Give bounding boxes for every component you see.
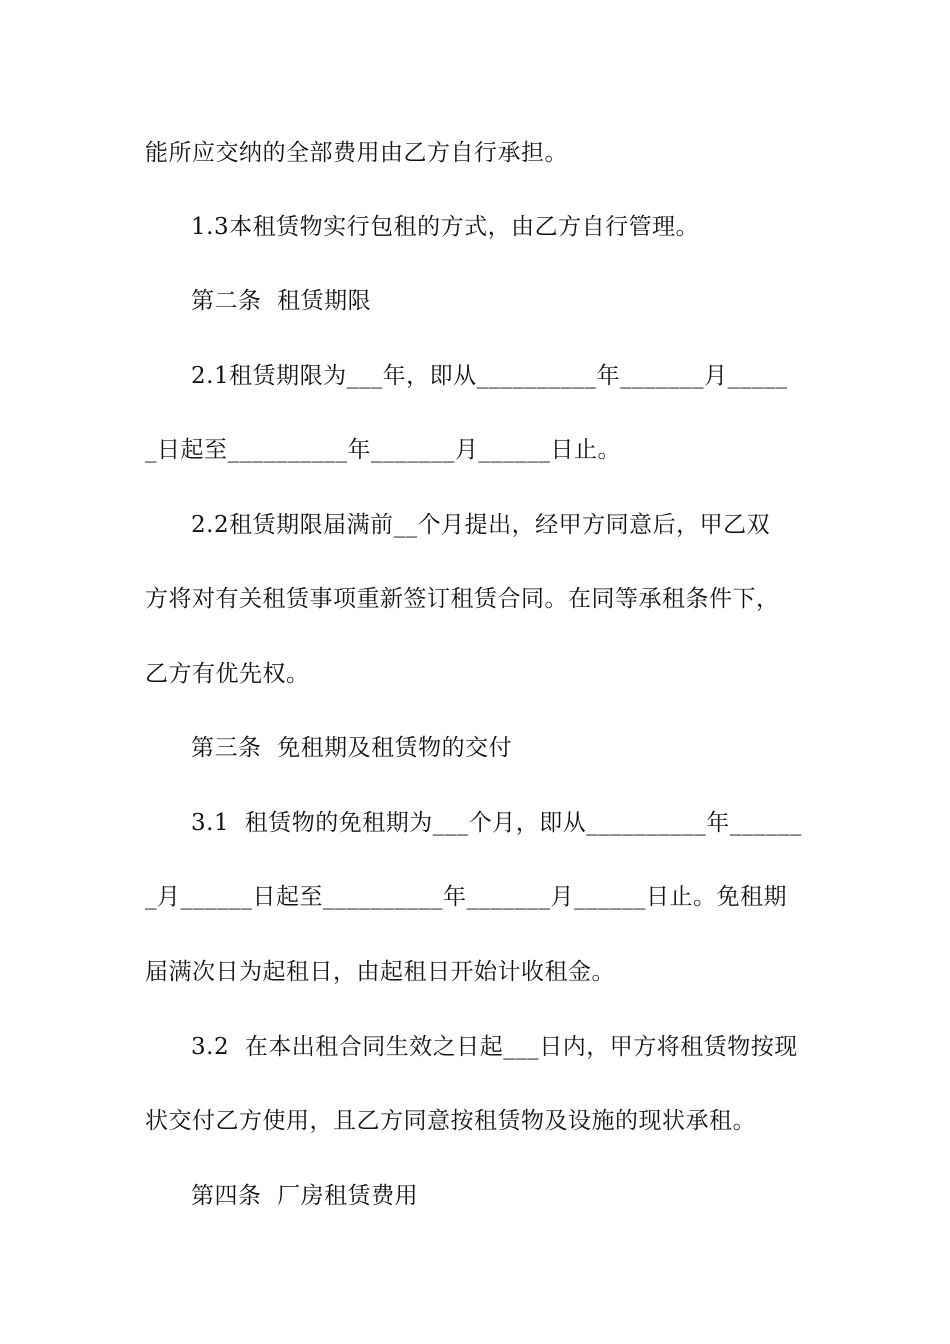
clause-3-1-continuation: _月______日起至__________年_______月______日止。免租期 xyxy=(145,884,787,910)
article-4-heading: 第四条 厂房租赁费用 xyxy=(191,1183,419,1209)
clause-2-2-end: 乙方有优先权。 xyxy=(145,661,310,687)
clause-3-2-line: 3.2 在本出租合同生效之日起___日内，甲方将租赁物按现 xyxy=(191,1034,798,1060)
clause-3-1-end: 届满次日为起租日，由起租日开始计收租金。 xyxy=(145,959,615,985)
clause-1-3-line: 1.3本租赁物实行包租的方式，由乙方自行管理。 xyxy=(191,214,700,240)
clause-3-1-line: 3.1 租赁物的免租期为___个月，即从__________年______ xyxy=(191,810,802,836)
paragraph-line: 能所应交纳的全部费用由乙方自行承担。 xyxy=(145,140,568,166)
clause-3-2-continuation: 状交付乙方使用，且乙方同意按租赁物及设施的现状承租。 xyxy=(145,1108,756,1134)
clause-2-2-line: 2.2租赁期限届满前__个月提出，经甲方同意后，甲乙双 xyxy=(191,512,771,538)
article-2-heading: 第二条 租赁期限 xyxy=(191,288,372,314)
clause-2-2-continuation: 方将对有关租赁事项重新签订租赁合同。在同等承租条件下， xyxy=(145,586,780,612)
article-3-heading: 第三条 免租期及租赁物的交付 xyxy=(191,735,513,761)
clause-2-1-continuation: _日起至__________年_______月______日止。 xyxy=(145,437,621,463)
clause-2-1-line: 2.1租赁期限为___年，即从__________年_______月_____ xyxy=(191,363,788,389)
